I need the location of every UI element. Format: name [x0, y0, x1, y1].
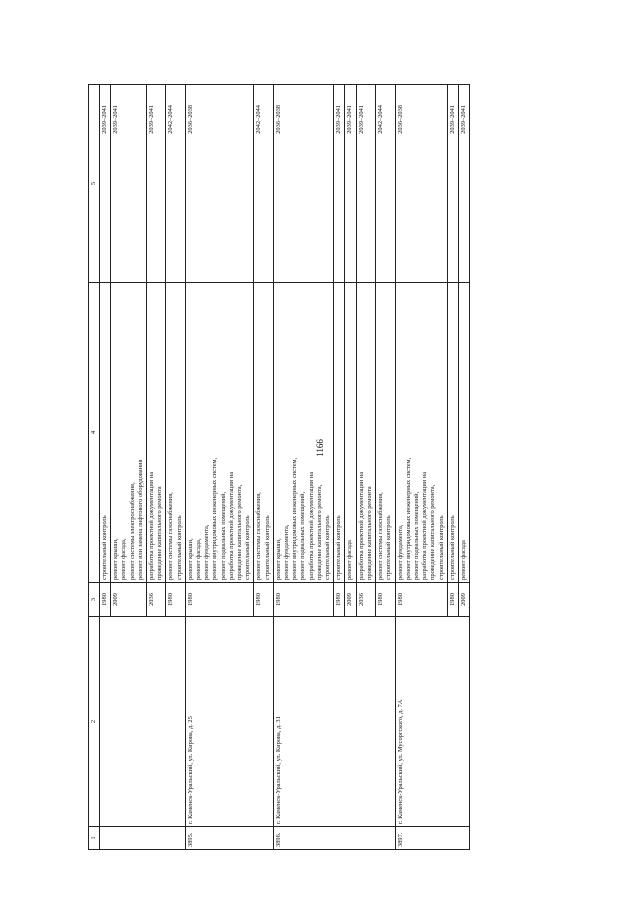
work-item: строительный контроль: [263, 515, 271, 580]
work-item: ремонт фасада,: [120, 538, 128, 580]
planned-period: 2039–2041: [447, 85, 458, 283]
header-col-4: 4: [89, 283, 100, 583]
commission-year: 1980: [447, 583, 458, 617]
planned-period: 2042–2044: [254, 85, 273, 283]
work-types: [458, 283, 469, 583]
work-item: ремонт фасада: [459, 540, 467, 580]
work-types: [334, 283, 345, 583]
table-row: [100, 85, 111, 850]
work-types: [254, 283, 273, 583]
work-item: строительный контроль: [101, 515, 108, 580]
work-item: разработка проектной документации на: [357, 471, 365, 580]
work-item: разработка проектной документации на: [307, 471, 315, 580]
commission-year: 1980: [254, 583, 273, 617]
commission-year: 1980: [376, 583, 395, 617]
rotated-table-container: [88, 85, 587, 850]
work-item: строительный контроль: [324, 515, 332, 580]
work-item: ремонт крыши,: [186, 538, 194, 580]
commission-year: 2009: [345, 583, 356, 617]
work-item: ремонт системы электроснабжения,: [128, 482, 136, 580]
work-types: [147, 283, 166, 583]
work-item: ремонт крыши,: [274, 538, 282, 580]
work-item: ремонт крыши,: [112, 538, 120, 580]
work-item: ремонт системы газоснабжения,: [167, 492, 175, 580]
work-types: [111, 283, 147, 583]
work-item: ремонт внутридомовых инженерных систем,: [291, 457, 299, 580]
work-types: [356, 283, 375, 583]
planned-period: 2036–2038: [273, 85, 333, 283]
building-address: г. Каменск-Уральский, ул. Кирова, д. 31: [273, 617, 395, 827]
table-body: [100, 85, 470, 850]
commission-year: 2036: [356, 583, 375, 617]
planned-period: 2039–2041: [147, 85, 166, 283]
work-item: ремонт внутридомовых инженерных систем,: [404, 457, 412, 580]
commission-year: 2009: [111, 583, 147, 617]
commission-year: 1980: [395, 583, 447, 617]
work-item: ремонт фундамента,: [203, 524, 211, 580]
page-number: 1166: [315, 439, 325, 457]
header-col-2: 2: [89, 617, 100, 827]
record-number: [100, 827, 186, 850]
work-item: строительный контроль: [244, 515, 252, 580]
work-item: проведение капитального ремонта: [156, 486, 164, 580]
work-item: проведение капитального ремонта,: [315, 484, 323, 580]
work-types: [100, 283, 111, 583]
work-item: проведение капитального ремонта,: [429, 484, 437, 580]
work-item: ремонт фасада,: [195, 538, 203, 580]
planned-period: 2039–2041: [356, 85, 375, 283]
building-address: [100, 617, 186, 827]
work-item: ремонт подвальных помещений,: [219, 491, 227, 580]
planned-period: 2039–2041: [458, 85, 469, 283]
work-item: проведение капитального ремонта: [365, 486, 373, 580]
work-item: строительный контроль: [448, 515, 456, 580]
commission-year: 1980: [273, 583, 333, 617]
work-item: ремонт фасада: [346, 540, 354, 580]
work-item: разработка проектной документации на: [421, 471, 429, 580]
planned-period: 2039–2041: [100, 85, 111, 283]
work-item: ремонт подвальных помещений,: [299, 491, 307, 580]
planned-period: 2042–2044: [376, 85, 395, 283]
work-item: ремонт подвальных помещений,: [412, 491, 420, 580]
planned-period: 2036–2038: [185, 85, 254, 283]
work-item: ремонт системы газоснабжения,: [377, 492, 385, 580]
work-item: ремонт фундамента,: [396, 524, 404, 580]
commission-year: 1980: [166, 583, 185, 617]
record-number: 3895.: [185, 827, 273, 850]
work-types: [345, 283, 356, 583]
work-item: ремонт фундамента,: [283, 524, 291, 580]
commission-year: 1980: [185, 583, 254, 617]
work-types: [273, 283, 333, 583]
header-col-3: 3: [89, 583, 100, 617]
work-item: разработка проектной документации на: [227, 471, 235, 580]
work-item: строительный контроль: [335, 515, 343, 580]
record-number: 3896.: [273, 827, 395, 850]
work-types: [166, 283, 185, 583]
building-address: г. Каменск-Уральский, ул. Кирова, д. 25: [185, 617, 273, 827]
work-item: строительный контроль: [385, 515, 393, 580]
table-header-row: [89, 85, 100, 850]
planned-period: 2036–2038: [395, 85, 447, 283]
commission-year: 1980: [334, 583, 345, 617]
table-row: [273, 85, 333, 850]
building-address: г. Каменск-Уральский, ул. Мусоргского, д. 7А: [395, 617, 470, 827]
planned-period: 2039–2041: [345, 85, 356, 283]
work-item: строительный контроль: [175, 515, 183, 580]
header-col-1: 1: [89, 827, 100, 850]
planned-period: 2039–2041: [334, 85, 345, 283]
commission-year: 2036: [147, 583, 166, 617]
work-types: [395, 283, 447, 583]
capital-repair-table: [88, 84, 470, 850]
work-types: [185, 283, 254, 583]
table-row: [185, 85, 254, 850]
work-item: ремонт или замена лифтового оборудования: [136, 459, 144, 580]
planned-period: 2042–2044: [166, 85, 185, 283]
work-item: строительный контроль: [437, 515, 445, 580]
commission-year: 1980: [100, 583, 111, 617]
record-number: 3897.: [395, 827, 470, 850]
commission-year: 2009: [458, 583, 469, 617]
work-item: ремонт системы газоснабжения,: [255, 492, 263, 580]
planned-period: 2039–2041: [111, 85, 147, 283]
table-row: [395, 85, 447, 850]
work-item: разработка проектной документации на: [148, 471, 156, 580]
work-item: ремонт внутридомовых инженерных систем,: [211, 457, 219, 580]
work-types: [447, 283, 458, 583]
work-types: [376, 283, 395, 583]
header-col-5: 5: [89, 85, 100, 283]
work-item: проведение капитального ремонта,: [236, 484, 244, 580]
